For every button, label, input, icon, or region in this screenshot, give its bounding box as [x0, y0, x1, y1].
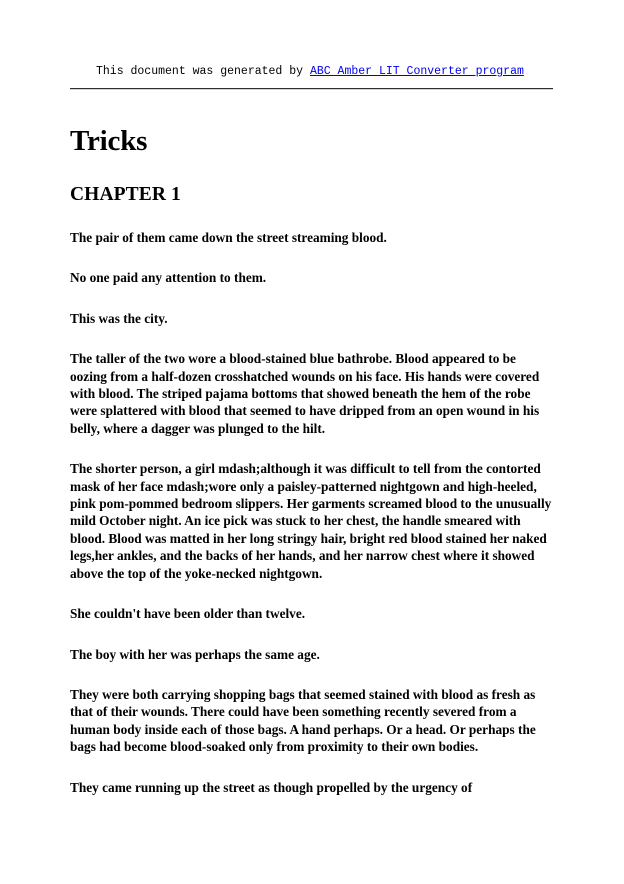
- page-title: Tricks: [70, 125, 148, 157]
- body-paragraph: They were both carrying shopping bags that seemed stained with blood as fresh as that of their wounds. There could have been something recently severed from a human body inside each of those bags. A hand perhaps. Or a head. Or perhaps the bags had become blood-soaked only from proximity to their own bodies.: [70, 686, 536, 755]
- document-content: [0, 90, 624, 796]
- converter-banner-text: This document was generated by: [96, 65, 310, 78]
- body-paragraph: The pair of them came down the street streaming blood.: [70, 230, 387, 245]
- body-paragraph: The shorter person, a girl mdash;although it was difficult to tell from the contorted mask of her face mdash;wore only a paisley-patterned nightgown and high-heeled, pink pom-pommed bedroom slippers. Her garments screamed blood to the unusually mild October night. An ice pick was stuck to her chest, the handle smeared with blood. Blood was matted in her long stringy hair, bright red blood stained her naked legs,her ankles, and the backs of her hands, and her narrow chest where it showed above the top of the yoke-necked nightgown.: [70, 461, 552, 581]
- body-paragraph: She couldn't have been older than twelve.: [70, 606, 306, 622]
- converter-banner: [0, 0, 624, 79]
- body-paragraph: No one paid any attention to them.: [70, 270, 267, 286]
- chapter-heading: CHAPTER 1: [70, 184, 181, 205]
- converter-program-link[interactable]: ABC Amber LIT Converter program: [309, 65, 524, 78]
- body-paragraph: The taller of the two wore a blood-stained blue bathrobe. Blood appeared to be oozing from a half-dozen crosshatched wounds on his face. His hands were covered with blood. The striped pajama bottoms that showed beneath the hem of the robe were splattered with blood that seemed to have dripped from an open wound in his belly, where a dagger was plunged to the hilt.: [70, 351, 540, 436]
- body-paragraph: This was the city.: [70, 310, 168, 326]
- body-paragraph: They came running up the street as though propelled by the urgency of: [70, 779, 473, 795]
- body-paragraph: The boy with her was perhaps the same age.: [70, 646, 320, 662]
